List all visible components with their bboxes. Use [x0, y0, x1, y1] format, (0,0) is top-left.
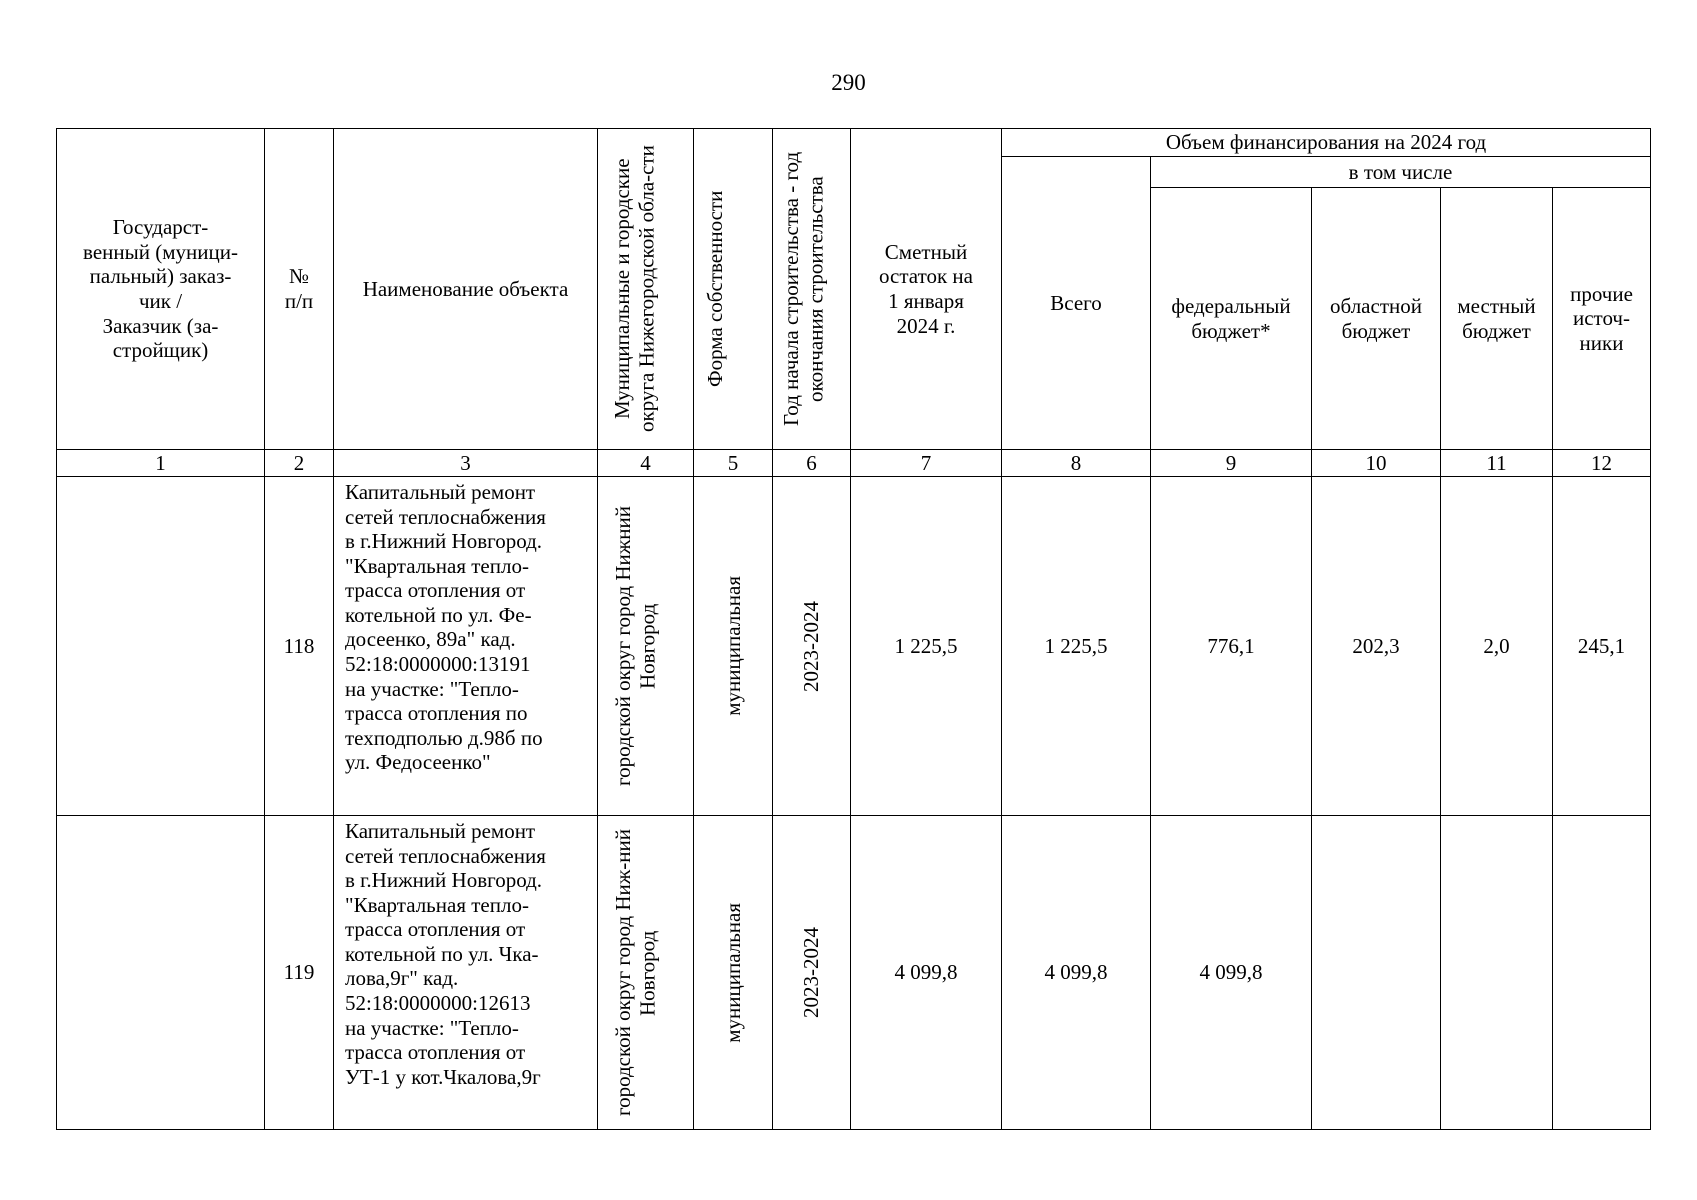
district-text: городской округ город Ниж-ний Новгород — [610, 829, 660, 1116]
header-regional-line: бюджет — [1341, 318, 1411, 343]
object-name-line: котельной по ул. Чка- — [345, 941, 539, 966]
header-customer-line: Заказчик (за- — [102, 313, 219, 338]
column-number: 1 — [57, 450, 265, 477]
object-name-line: трасса отопления от — [345, 917, 526, 942]
header-customer-line: венный (муници- — [83, 239, 238, 264]
object-name-line: котельной по ул. Фе- — [345, 602, 532, 627]
object-name-line: трасса отопления по — [345, 701, 528, 726]
object-name-line: сетей теплоснабжения — [345, 843, 546, 868]
ownership-text: муниципальная — [720, 902, 745, 1043]
object-name-line: на участке: "Тепло- — [345, 676, 519, 701]
district-cell — [598, 477, 694, 816]
column-number: 2 — [265, 450, 334, 477]
customer-cell — [57, 816, 265, 1130]
header-estimate-line: 2024 г. — [896, 313, 956, 338]
object-name-line: 52:18:0000000:13191 — [345, 651, 531, 676]
ownership-cell — [694, 477, 773, 816]
object-name-line: 52:18:0000000:12613 — [345, 990, 531, 1015]
header-district-text: Муниципальные и городские округа Нижегородской обла-сти — [609, 145, 659, 433]
other-cell: 245,1 — [1553, 477, 1651, 816]
column-number: 10 — [1312, 450, 1441, 477]
column-number: 7 — [851, 450, 1002, 477]
object-name-cell — [334, 816, 598, 1130]
header-number-line: п/п — [284, 289, 314, 313]
local-cell: 2,0 — [1441, 477, 1553, 816]
object-name-line: Капитальный ремонт — [345, 480, 536, 504]
object-name-line: в г.Нижний Новгород. — [345, 529, 543, 554]
years-text: 2023-2024 — [799, 927, 824, 1018]
object-name-cell — [334, 477, 598, 816]
header-other — [1553, 188, 1651, 450]
header-ownership — [694, 129, 773, 450]
header-other-line: источ- — [1573, 306, 1630, 331]
object-name-line: "Квартальная тепло- — [345, 892, 529, 917]
header-estimate-line: Сметный — [884, 239, 968, 264]
header-district — [598, 129, 694, 450]
column-number: 4 — [598, 450, 694, 477]
header-years-text: Год начала строительства - год окончания строительства — [778, 151, 828, 427]
header-estimate-line: 1 января — [888, 289, 964, 313]
header-customer-line: чик / — [138, 289, 183, 313]
header-customer-line: Государст- — [112, 215, 209, 240]
header-customer-line: пальный) заказ- — [89, 264, 232, 289]
regional-cell — [1312, 816, 1441, 1130]
header-object-name: Наименование объекта — [334, 129, 598, 450]
years-cell — [773, 477, 851, 816]
header-local-line: бюджет — [1462, 318, 1531, 343]
district-text: городской округ город Нижний Новгород — [610, 506, 660, 786]
page-number: 290 — [831, 70, 866, 95]
header-other-line: прочие — [1570, 281, 1633, 306]
column-number: 12 — [1553, 450, 1651, 477]
column-number: 5 — [694, 450, 773, 477]
header-number — [265, 129, 334, 450]
column-number: 8 — [1002, 450, 1151, 477]
table-row — [57, 477, 1651, 816]
header-total: Всего — [1002, 157, 1151, 450]
total-cell: 4 099,8 — [1002, 816, 1151, 1130]
object-name-line: УТ-1 у кот.Чкалова,9г — [345, 1064, 541, 1089]
header-other-line: ники — [1579, 330, 1624, 355]
local-cell — [1441, 816, 1553, 1130]
header-regional-line: областной — [1330, 293, 1422, 318]
header-local-line: местный — [1457, 293, 1536, 318]
table-row — [57, 816, 1651, 1130]
header-local — [1441, 188, 1553, 450]
header-regional — [1312, 188, 1441, 450]
object-name-line: на участке: "Тепло- — [345, 1015, 519, 1040]
row-number-cell: 119 — [265, 816, 334, 1130]
column-number: 3 — [334, 450, 598, 477]
header-federal — [1151, 188, 1312, 450]
object-name-line: техподполью д.98б по — [345, 725, 543, 750]
years-cell — [773, 816, 851, 1130]
object-name-line: сетей теплоснабжения — [345, 504, 546, 529]
column-number: 9 — [1151, 450, 1312, 477]
header-financing-title: Объем финансирования на 2024 год — [1002, 129, 1651, 157]
estimate-cell: 4 099,8 — [851, 816, 1002, 1130]
object-name-line: трасса отопления от — [345, 1040, 526, 1065]
header-federal-line: бюджет* — [1191, 318, 1271, 343]
ownership-cell — [694, 816, 773, 1130]
object-name-line: досеенко, 89а" кад. — [345, 627, 516, 652]
header-years — [773, 129, 851, 450]
years-text: 2023-2024 — [799, 600, 824, 692]
header-estimate — [851, 129, 1002, 450]
regional-cell: 202,3 — [1312, 477, 1441, 816]
object-name-line: Капитальный ремонт — [345, 819, 536, 843]
financing-table — [56, 128, 1651, 1130]
federal-cell: 4 099,8 — [1151, 816, 1312, 1130]
district-cell — [598, 816, 694, 1130]
object-name-line: лова,9г" кад. — [345, 966, 459, 991]
object-name-line: в г.Нижний Новгород. — [345, 868, 543, 893]
object-name-line: трасса отопления от — [345, 578, 526, 603]
column-number: 6 — [773, 450, 851, 477]
column-number: 11 — [1441, 450, 1553, 477]
object-name-line: ул. Федосеенко" — [345, 750, 491, 775]
header-estimate-line: остаток на — [879, 264, 973, 289]
column-numbers-row — [57, 450, 1651, 477]
header-number-line: № — [288, 264, 310, 289]
header-customer — [57, 129, 265, 450]
row-number-cell: 118 — [265, 477, 334, 816]
customer-cell — [57, 477, 265, 816]
object-name-line: "Квартальная тепло- — [345, 553, 529, 578]
total-cell: 1 225,5 — [1002, 477, 1151, 816]
federal-cell: 776,1 — [1151, 477, 1312, 816]
header-federal-line: федеральный — [1171, 293, 1291, 318]
header-ownership-text: Форма собственности — [703, 190, 727, 388]
ownership-text: муниципальная — [720, 576, 745, 716]
other-cell — [1553, 816, 1651, 1130]
header-customer-line: стройщик) — [112, 338, 209, 363]
header-including: в том числе — [1151, 157, 1651, 188]
estimate-cell: 1 225,5 — [851, 477, 1002, 816]
